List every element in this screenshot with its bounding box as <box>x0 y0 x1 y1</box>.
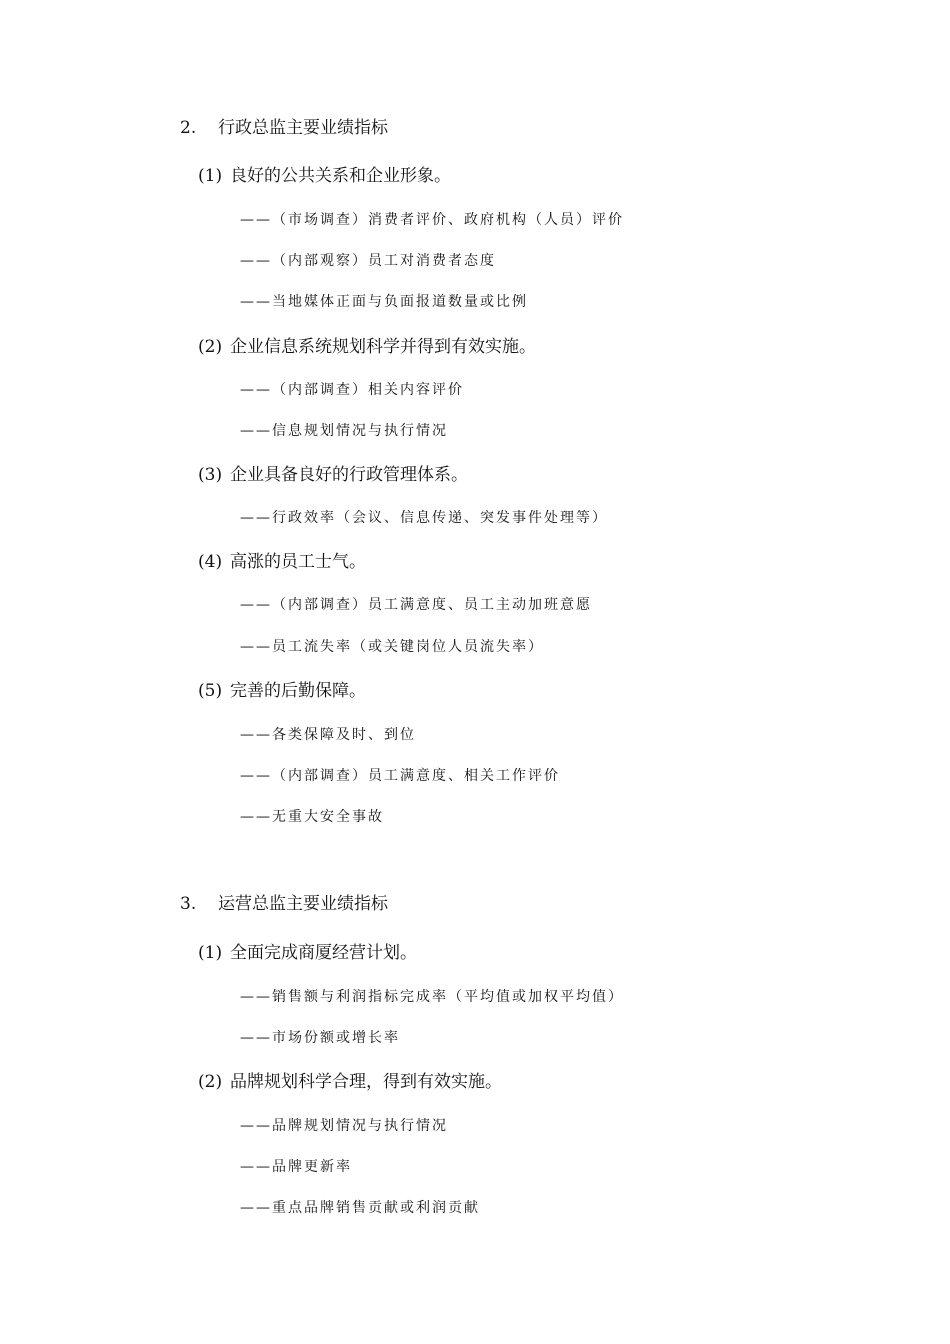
subsection-title: 企业信息系统规划科学并得到有效实施。 <box>230 337 536 357</box>
indicator-item: ——品牌更新率 <box>240 1159 352 1175</box>
subsection-heading <box>198 165 451 187</box>
subsection-title: 高涨的员工士气。 <box>230 552 366 572</box>
subsection-number: (2) <box>198 337 223 357</box>
subsection-number: (3) <box>198 465 223 485</box>
indicator-item: ——市场份额或增长率 <box>240 1030 400 1046</box>
subsection-heading <box>198 1071 502 1093</box>
indicator-item: ——销售额与利润指标完成率（平均值或加权平均值） <box>240 989 624 1005</box>
subsection-title: 全面完成商厦经营计划。 <box>230 943 417 963</box>
section-number: 3. <box>180 894 197 914</box>
subsection-heading <box>198 942 417 964</box>
indicator-item: ——（内部调查）员工满意度、员工主动加班意愿 <box>240 597 592 613</box>
indicator-item: ——（内部观察）员工对消费者态度 <box>240 253 496 269</box>
subsection-number: (1) <box>198 943 223 963</box>
subsection-number: (2) <box>198 1072 223 1092</box>
indicator-item: ——员工流失率（或关键岗位人员流失率） <box>240 639 544 655</box>
subsection-heading <box>198 336 536 358</box>
indicator-item: ——品牌规划情况与执行情况 <box>240 1118 448 1134</box>
subsection-number: (5) <box>198 681 223 701</box>
section-title: 行政总监主要业绩指标 <box>218 118 388 138</box>
section-heading <box>180 117 388 139</box>
subsection-title: 企业具备良好的行政管理体系。 <box>230 465 468 485</box>
subsection-title: 完善的后勤保障。 <box>230 681 366 701</box>
section-title: 运营总监主要业绩指标 <box>218 894 388 914</box>
indicator-item: ——无重大安全事故 <box>240 809 384 825</box>
subsection-number: (1) <box>198 166 223 186</box>
indicator-item: ——（内部调查）相关内容评价 <box>240 382 464 398</box>
indicator-item: ——各类保障及时、到位 <box>240 727 416 743</box>
indicator-item: ——（内部调查）员工满意度、相关工作评价 <box>240 768 560 784</box>
subsection-heading <box>198 464 468 486</box>
subsection-title: 良好的公共关系和企业形象。 <box>230 166 451 186</box>
section-heading <box>180 893 388 915</box>
subsection-heading <box>198 680 366 702</box>
indicator-item: ——信息规划情况与执行情况 <box>240 423 448 439</box>
section-number: 2. <box>180 118 197 138</box>
indicator-item: ——重点品牌销售贡献或利润贡献 <box>240 1200 480 1216</box>
subsection-heading <box>198 551 366 573</box>
subsection-number: (4) <box>198 552 223 572</box>
indicator-item: ——当地媒体正面与负面报道数量或比例 <box>240 294 528 310</box>
indicator-item: ——行政效率（会议、信息传递、突发事件处理等） <box>240 510 608 526</box>
subsection-title: 品牌规划科学合理，得到有效实施。 <box>230 1072 502 1092</box>
indicator-item: ——（市场调查）消费者评价、政府机构（人员）评价 <box>240 212 624 228</box>
